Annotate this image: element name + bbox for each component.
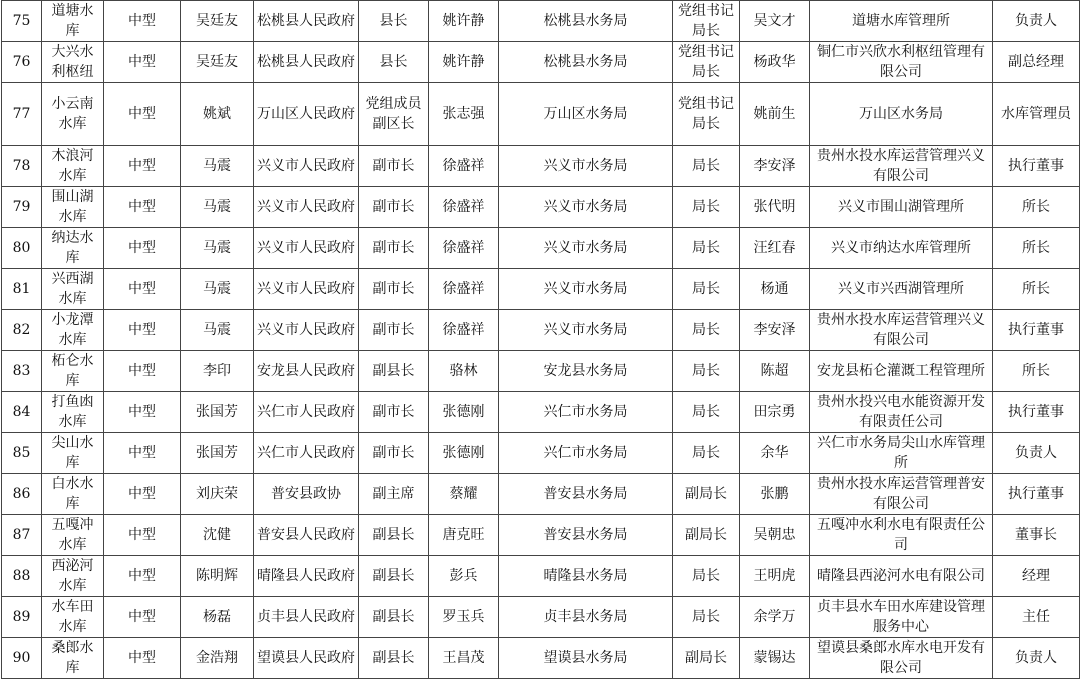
scale-type-cell: 中型 <box>104 269 181 310</box>
government-unit-cell: 普安县政协 <box>254 474 359 515</box>
manager-title-cell: 所长 <box>993 351 1080 392</box>
management-unit-cell: 贵州水投水库运营管理兴义有限公司 <box>810 310 993 351</box>
manager-name-cell: 张代明 <box>740 187 810 228</box>
authority-unit-cell: 安龙县水务局 <box>499 351 673 392</box>
authority-leader-cell: 姚许静 <box>429 42 499 83</box>
manager-title-cell: 执行董事 <box>993 474 1080 515</box>
government-leader-cell: 马震 <box>181 310 254 351</box>
table-row <box>2 638 1080 679</box>
row-number-cell: 77 <box>2 83 42 146</box>
authority-title-cell: 局长 <box>673 392 740 433</box>
government-title-cell: 副市长 <box>359 228 429 269</box>
government-unit-cell: 安龙县人民政府 <box>254 351 359 392</box>
scale-type-cell: 中型 <box>104 474 181 515</box>
table-row <box>2 474 1080 515</box>
manager-title-cell: 水库管理员 <box>993 83 1080 146</box>
manager-name-cell: 吴文才 <box>740 1 810 42</box>
manager-name-cell: 张鹏 <box>740 474 810 515</box>
authority-unit-cell: 松桃县水务局 <box>499 42 673 83</box>
government-leader-cell: 杨磊 <box>181 597 254 638</box>
government-title-cell: 副县长 <box>359 351 429 392</box>
government-title-cell: 副市长 <box>359 392 429 433</box>
authority-title-cell: 党组书记局长 <box>673 42 740 83</box>
authority-title-cell: 局长 <box>673 310 740 351</box>
row-number-cell: 90 <box>2 638 42 679</box>
government-title-cell: 副县长 <box>359 556 429 597</box>
government-leader-cell: 马震 <box>181 146 254 187</box>
reservoir-name-cell: 纳达水库 <box>42 228 104 269</box>
manager-title-cell: 所长 <box>993 269 1080 310</box>
government-title-cell: 副县长 <box>359 597 429 638</box>
authority-title-cell: 局长 <box>673 269 740 310</box>
government-leader-cell: 吴廷友 <box>181 42 254 83</box>
authority-unit-cell: 兴义市水务局 <box>499 146 673 187</box>
manager-name-cell: 汪红春 <box>740 228 810 269</box>
authority-title-cell: 局长 <box>673 187 740 228</box>
manager-title-cell: 执行董事 <box>993 310 1080 351</box>
management-unit-cell: 晴隆县西泌河水电有限公司 <box>810 556 993 597</box>
government-unit-cell: 兴仁市人民政府 <box>254 392 359 433</box>
government-leader-cell: 马震 <box>181 269 254 310</box>
authority-leader-cell: 蔡耀 <box>429 474 499 515</box>
government-leader-cell: 金浩翔 <box>181 638 254 679</box>
authority-leader-cell: 徐盛祥 <box>429 187 499 228</box>
government-unit-cell: 贞丰县人民政府 <box>254 597 359 638</box>
manager-name-cell: 蒙锡达 <box>740 638 810 679</box>
manager-title-cell: 负责人 <box>993 638 1080 679</box>
government-leader-cell: 陈明辉 <box>181 556 254 597</box>
management-unit-cell: 兴仁市水务局尖山水库管理所 <box>810 433 993 474</box>
row-number-cell: 75 <box>2 1 42 42</box>
row-number-cell: 86 <box>2 474 42 515</box>
authority-title-cell: 局长 <box>673 228 740 269</box>
manager-title-cell: 董事长 <box>993 515 1080 556</box>
manager-name-cell: 杨通 <box>740 269 810 310</box>
manager-title-cell: 执行董事 <box>993 146 1080 187</box>
government-unit-cell: 兴义市人民政府 <box>254 187 359 228</box>
manager-name-cell: 田宗勇 <box>740 392 810 433</box>
authority-unit-cell: 松桃县水务局 <box>499 1 673 42</box>
government-unit-cell: 兴义市人民政府 <box>254 310 359 351</box>
management-unit-cell: 兴义市兴西湖管理所 <box>810 269 993 310</box>
reservoir-name-cell: 小云南水库 <box>42 83 104 146</box>
government-unit-cell: 晴隆县人民政府 <box>254 556 359 597</box>
government-leader-cell: 张国芳 <box>181 392 254 433</box>
manager-name-cell: 李安泽 <box>740 310 810 351</box>
authority-leader-cell: 唐克旺 <box>429 515 499 556</box>
authority-unit-cell: 晴隆县水务局 <box>499 556 673 597</box>
authority-title-cell: 副局长 <box>673 474 740 515</box>
scale-type-cell: 中型 <box>104 83 181 146</box>
scale-type-cell: 中型 <box>104 433 181 474</box>
management-unit-cell: 贵州水投兴电水能资源开发有限责任公司 <box>810 392 993 433</box>
scale-type-cell: 中型 <box>104 392 181 433</box>
authority-title-cell: 副局长 <box>673 638 740 679</box>
authority-title-cell: 党组书记局长 <box>673 83 740 146</box>
reservoir-name-cell: 水车田水库 <box>42 597 104 638</box>
government-unit-cell: 万山区人民政府 <box>254 83 359 146</box>
government-title-cell: 副主席 <box>359 474 429 515</box>
manager-title-cell: 执行董事 <box>993 392 1080 433</box>
authority-unit-cell: 兴仁市水务局 <box>499 392 673 433</box>
manager-name-cell: 王明虎 <box>740 556 810 597</box>
row-number-cell: 80 <box>2 228 42 269</box>
authority-leader-cell: 姚许静 <box>429 1 499 42</box>
authority-title-cell: 副局长 <box>673 515 740 556</box>
management-unit-cell: 五嘎冲水利水电有限责任公司 <box>810 515 993 556</box>
scale-type-cell: 中型 <box>104 515 181 556</box>
government-title-cell: 副市长 <box>359 269 429 310</box>
row-number-cell: 89 <box>2 597 42 638</box>
manager-name-cell: 陈超 <box>740 351 810 392</box>
authority-unit-cell: 望谟县水务局 <box>499 638 673 679</box>
row-number-cell: 83 <box>2 351 42 392</box>
reservoir-name-cell: 木浪河水库 <box>42 146 104 187</box>
row-number-cell: 87 <box>2 515 42 556</box>
authority-title-cell: 局长 <box>673 146 740 187</box>
authority-unit-cell: 兴仁市水务局 <box>499 433 673 474</box>
reservoir-name-cell: 道塘水库 <box>42 1 104 42</box>
table-row <box>2 1 1080 42</box>
scale-type-cell: 中型 <box>104 310 181 351</box>
table-row <box>2 515 1080 556</box>
reservoir-name-cell: 兴西湖水库 <box>42 269 104 310</box>
authority-leader-cell: 徐盛祥 <box>429 269 499 310</box>
government-unit-cell: 兴义市人民政府 <box>254 228 359 269</box>
scale-type-cell: 中型 <box>104 228 181 269</box>
scale-type-cell: 中型 <box>104 351 181 392</box>
reservoir-name-cell: 打鱼凼水库 <box>42 392 104 433</box>
management-unit-cell: 兴义市围山湖管理所 <box>810 187 993 228</box>
management-unit-cell: 铜仁市兴欣水利枢纽管理有限公司 <box>810 42 993 83</box>
table-row <box>2 42 1080 83</box>
government-title-cell: 副市长 <box>359 433 429 474</box>
manager-name-cell: 余华 <box>740 433 810 474</box>
management-unit-cell: 道塘水库管理所 <box>810 1 993 42</box>
row-number-cell: 79 <box>2 187 42 228</box>
reservoir-responsibility-table <box>1 0 1080 679</box>
management-unit-cell: 万山区水务局 <box>810 83 993 146</box>
government-title-cell: 副市长 <box>359 146 429 187</box>
manager-title-cell: 主任 <box>993 597 1080 638</box>
table-row <box>2 433 1080 474</box>
authority-leader-cell: 张德刚 <box>429 433 499 474</box>
table-body <box>2 1 1080 679</box>
reservoir-name-cell: 柘仑水库 <box>42 351 104 392</box>
authority-unit-cell: 万山区水务局 <box>499 83 673 146</box>
government-leader-cell: 沈健 <box>181 515 254 556</box>
manager-title-cell: 经理 <box>993 556 1080 597</box>
row-number-cell: 82 <box>2 310 42 351</box>
government-leader-cell: 吴廷友 <box>181 1 254 42</box>
manager-name-cell: 李安泽 <box>740 146 810 187</box>
scale-type-cell: 中型 <box>104 187 181 228</box>
government-leader-cell: 刘庆荣 <box>181 474 254 515</box>
reservoir-name-cell: 大兴水利枢纽 <box>42 42 104 83</box>
row-number-cell: 88 <box>2 556 42 597</box>
authority-unit-cell: 贞丰县水务局 <box>499 597 673 638</box>
management-unit-cell: 贞丰县水车田水库建设管理服务中心 <box>810 597 993 638</box>
reservoir-name-cell: 五嘎冲水库 <box>42 515 104 556</box>
government-title-cell: 县长 <box>359 42 429 83</box>
table-row <box>2 83 1080 146</box>
authority-title-cell: 局长 <box>673 351 740 392</box>
table-row <box>2 392 1080 433</box>
government-title-cell: 县长 <box>359 1 429 42</box>
row-number-cell: 78 <box>2 146 42 187</box>
scale-type-cell: 中型 <box>104 556 181 597</box>
authority-unit-cell: 兴义市水务局 <box>499 228 673 269</box>
reservoir-name-cell: 尖山水库 <box>42 433 104 474</box>
scale-type-cell: 中型 <box>104 146 181 187</box>
management-unit-cell: 贵州水投水库运营管理兴义有限公司 <box>810 146 993 187</box>
authority-leader-cell: 徐盛祥 <box>429 310 499 351</box>
government-unit-cell: 普安县人民政府 <box>254 515 359 556</box>
authority-leader-cell: 张志强 <box>429 83 499 146</box>
government-unit-cell: 兴义市人民政府 <box>254 269 359 310</box>
reservoir-name-cell: 白水水库 <box>42 474 104 515</box>
row-number-cell: 85 <box>2 433 42 474</box>
management-unit-cell: 贵州水投水库运营管理普安有限公司 <box>810 474 993 515</box>
row-number-cell: 76 <box>2 42 42 83</box>
government-title-cell: 副市长 <box>359 310 429 351</box>
table-row <box>2 187 1080 228</box>
government-leader-cell: 姚斌 <box>181 83 254 146</box>
table-row <box>2 146 1080 187</box>
authority-leader-cell: 徐盛祥 <box>429 146 499 187</box>
manager-title-cell: 负责人 <box>993 1 1080 42</box>
government-unit-cell: 松桃县人民政府 <box>254 42 359 83</box>
government-unit-cell: 松桃县人民政府 <box>254 1 359 42</box>
management-unit-cell: 安龙县柘仑灌溉工程管理所 <box>810 351 993 392</box>
authority-leader-cell: 王昌茂 <box>429 638 499 679</box>
government-leader-cell: 马震 <box>181 228 254 269</box>
authority-leader-cell: 彭兵 <box>429 556 499 597</box>
manager-name-cell: 余学万 <box>740 597 810 638</box>
government-unit-cell: 兴仁市人民政府 <box>254 433 359 474</box>
table-row <box>2 269 1080 310</box>
government-title-cell: 副市长 <box>359 187 429 228</box>
management-unit-cell: 兴义市纳达水库管理所 <box>810 228 993 269</box>
table-row <box>2 597 1080 638</box>
manager-name-cell: 杨政华 <box>740 42 810 83</box>
scale-type-cell: 中型 <box>104 638 181 679</box>
row-number-cell: 81 <box>2 269 42 310</box>
reservoir-name-cell: 小龙潭水库 <box>42 310 104 351</box>
manager-name-cell: 姚前生 <box>740 83 810 146</box>
authority-leader-cell: 徐盛祥 <box>429 228 499 269</box>
authority-unit-cell: 普安县水务局 <box>499 474 673 515</box>
scale-type-cell: 中型 <box>104 42 181 83</box>
government-leader-cell: 马震 <box>181 187 254 228</box>
manager-title-cell: 所长 <box>993 228 1080 269</box>
manager-name-cell: 吴朝忠 <box>740 515 810 556</box>
manager-title-cell: 所长 <box>993 187 1080 228</box>
authority-title-cell: 局长 <box>673 556 740 597</box>
government-title-cell: 党组成员副区长 <box>359 83 429 146</box>
scale-type-cell: 中型 <box>104 1 181 42</box>
authority-leader-cell: 张德刚 <box>429 392 499 433</box>
government-title-cell: 副县长 <box>359 515 429 556</box>
government-leader-cell: 张国芳 <box>181 433 254 474</box>
table-row <box>2 556 1080 597</box>
authority-leader-cell: 骆林 <box>429 351 499 392</box>
authority-title-cell: 党组书记局长 <box>673 1 740 42</box>
row-number-cell: 84 <box>2 392 42 433</box>
government-leader-cell: 李印 <box>181 351 254 392</box>
manager-title-cell: 副总经理 <box>993 42 1080 83</box>
authority-unit-cell: 普安县水务局 <box>499 515 673 556</box>
authority-leader-cell: 罗玉兵 <box>429 597 499 638</box>
management-unit-cell: 望谟县桑郎水库水电开发有限公司 <box>810 638 993 679</box>
authority-unit-cell: 兴义市水务局 <box>499 269 673 310</box>
scale-type-cell: 中型 <box>104 597 181 638</box>
manager-title-cell: 负责人 <box>993 433 1080 474</box>
authority-unit-cell: 兴义市水务局 <box>499 310 673 351</box>
reservoir-name-cell: 围山湖水库 <box>42 187 104 228</box>
table-row <box>2 228 1080 269</box>
government-title-cell: 副县长 <box>359 638 429 679</box>
authority-title-cell: 局长 <box>673 597 740 638</box>
table-row <box>2 310 1080 351</box>
reservoir-name-cell: 桑郎水库 <box>42 638 104 679</box>
government-unit-cell: 兴义市人民政府 <box>254 146 359 187</box>
reservoir-name-cell: 西泌河水库 <box>42 556 104 597</box>
table-row <box>2 351 1080 392</box>
government-unit-cell: 望谟县人民政府 <box>254 638 359 679</box>
authority-title-cell: 局长 <box>673 433 740 474</box>
authority-unit-cell: 兴义市水务局 <box>499 187 673 228</box>
